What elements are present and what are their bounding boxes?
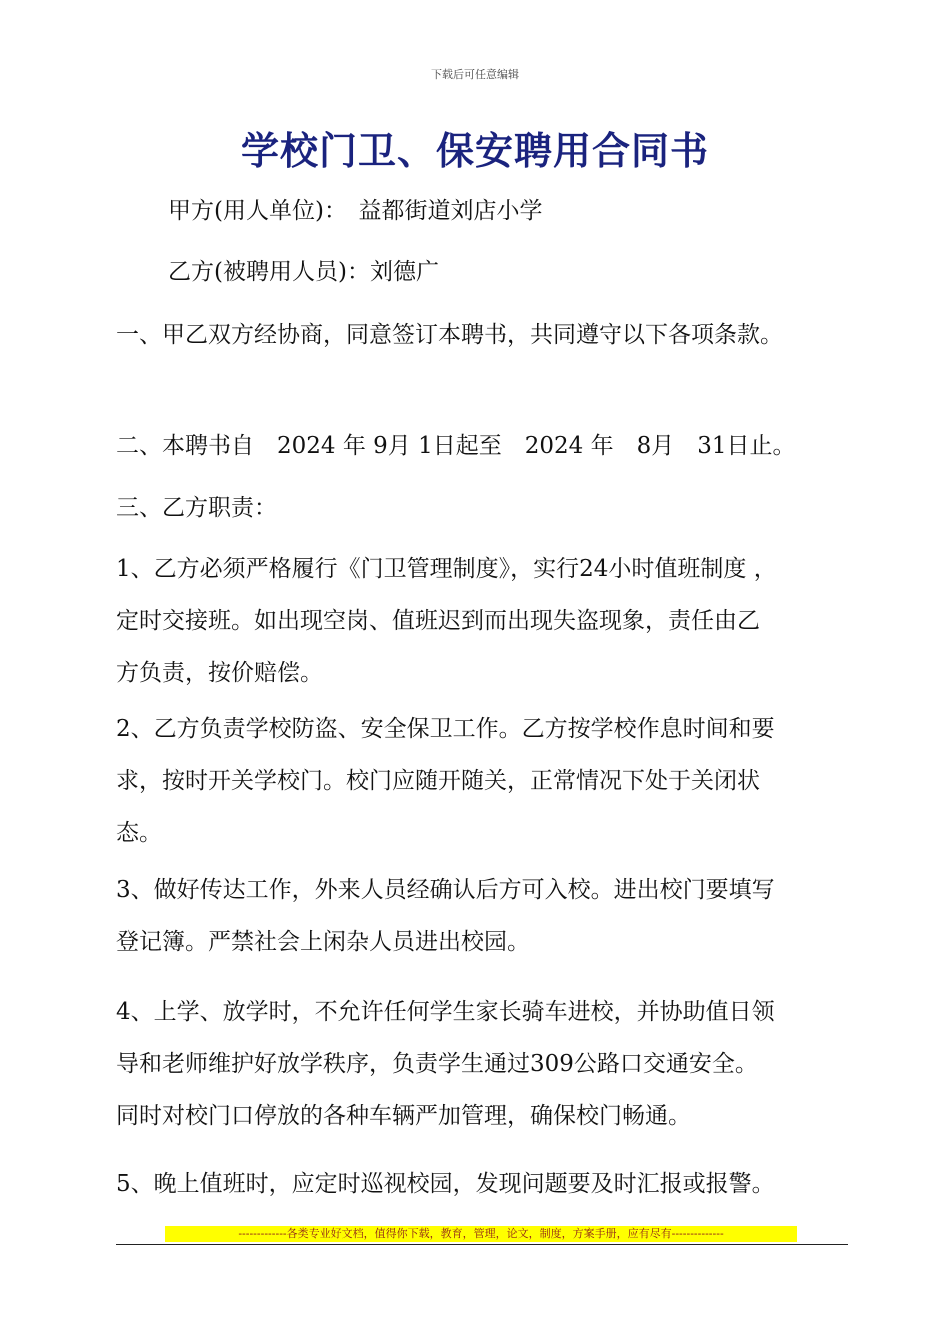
duty-5 (116, 1158, 856, 1210)
duty-2-line: 2、乙方负责学校防盗、安全保卫工作。乙方按学校作息时间和要 (116, 716, 775, 742)
clause-2: 二、本聘书自 2024 年 9月 1日起至 2024 年 8月 31日止。 (116, 433, 796, 459)
duty-1 (116, 543, 856, 699)
duty-2-line: 态。 (116, 820, 162, 846)
clause-3: 三、乙方职责： (116, 495, 277, 521)
header-note: 下载后可任意编辑 (431, 68, 519, 81)
clause-1: 一、甲乙双方经协商，同意签订本聘书，共同遵守以下各项条款。 (116, 322, 783, 348)
duty-3-line: 3、做好传达工作，外来人员经确认后方可入校。进出校门要填写 (116, 877, 775, 903)
duty-4 (116, 986, 856, 1142)
duty-1-line: 1、乙方必须严格履行《门卫管理制度》，实行24小时值班制度 ， (116, 556, 777, 582)
duty-2 (116, 703, 856, 859)
document-title: 学校门卫、保安聘用合同书 (240, 129, 709, 173)
footer-banner: -------------各类专业好文档，值得你下载，教育，管理，论文，制度，方案手册，应有尽有-------------- (165, 1226, 797, 1242)
party-a-line: 甲方(用人单位)： 益都街道刘店小学 (168, 198, 543, 224)
duty-4-line: 4、上学、放学时，不允许任何学生家长骑车进校，并协助值日领 (116, 999, 775, 1025)
footer-divider (116, 1244, 848, 1245)
duty-2-line: 求，按时开关学校门。校门应随开随关，正常情况下处于关闭状 (116, 768, 760, 794)
duty-1-line: 定时交接班。如出现空岗、值班迟到而出现失盗现象，责任由乙 (116, 608, 760, 634)
duty-5-line: 5、晚上值班时，应定时巡视校园，发现问题要及时汇报或报警。 (116, 1171, 775, 1197)
duty-4-line: 同时对校门口停放的各种车辆严加管理，确保校门畅通。 (116, 1103, 691, 1129)
duty-3 (116, 864, 856, 968)
duty-4-line: 导和老师维护好放学秩序，负责学生通过309公路口交通安全。 (116, 1051, 758, 1077)
party-b-line: 乙方(被聘用人员)：刘德广 (168, 259, 439, 285)
duty-3-line: 登记簿。严禁社会上闲杂人员进出校园。 (116, 929, 530, 955)
duty-1-line: 方负责，按价赔偿。 (116, 660, 323, 686)
